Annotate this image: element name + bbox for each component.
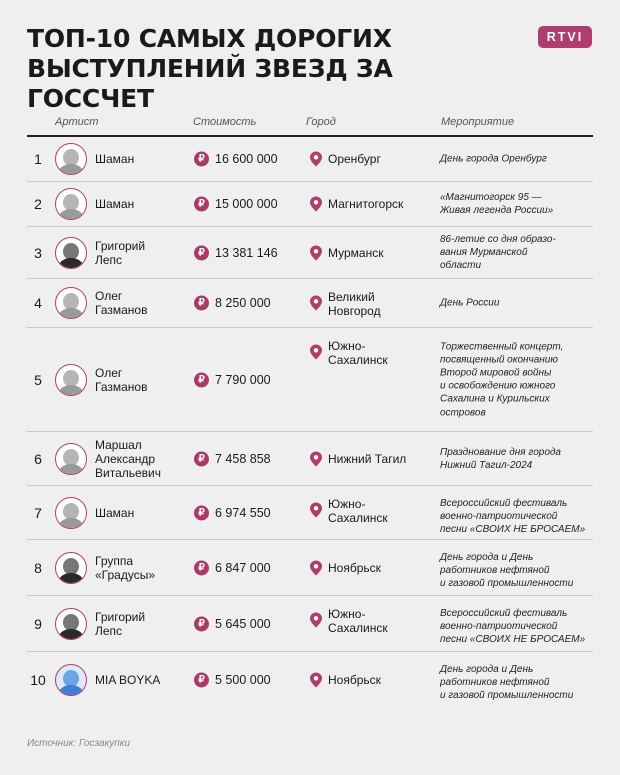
column-header-city: Город [306, 116, 336, 128]
event-description: День города Оренбург [440, 153, 547, 165]
artist-name: Шаман [95, 197, 135, 211]
cost-value: 13 381 146 [215, 245, 278, 260]
event-description: Всероссийский фестиваль военно-патриотической песни «СВОИХ НЕ БРОСАЕМ» [440, 608, 586, 646]
title-line-2: ВЫСТУПЛЕНИЙ ЗВЕЗД ЗА ГОССЧЕТ [27, 54, 393, 113]
table-row [27, 596, 593, 652]
rank-number: 3 [34, 244, 42, 261]
artist-avatar [55, 552, 87, 584]
map-pin-icon [309, 245, 323, 261]
ruble-icon: ₽ [194, 451, 209, 466]
city-name: Южно- Сахалинск [328, 497, 388, 525]
ruble-icon: ₽ [194, 197, 209, 212]
artist-avatar [55, 608, 87, 640]
artist-name: Маршал Александр Витальевич [95, 437, 161, 480]
cost-value: 15 000 000 [215, 197, 278, 211]
city-name: Ноябрьск [328, 560, 381, 575]
city-name: Южно- Сахалинск [328, 607, 388, 635]
column-header-event: Мероприятие [441, 116, 515, 128]
ruble-icon: ₽ [194, 152, 209, 167]
map-pin-icon [309, 672, 323, 688]
city-name: Великий Новгород [328, 290, 381, 318]
ruble-icon: ₽ [194, 296, 209, 311]
ruble-icon: ₽ [194, 560, 209, 575]
table-row [27, 652, 593, 708]
map-pin-icon [309, 196, 323, 212]
column-header-cost: Стоимость [193, 116, 257, 128]
rank-number: 6 [34, 450, 42, 467]
rank-number: 5 [34, 371, 42, 388]
artist-avatar [55, 143, 87, 175]
table-row [27, 279, 593, 328]
rank-number: 7 [34, 504, 42, 521]
artist-name: Группа «Градусы» [95, 553, 156, 582]
artist-avatar [55, 497, 87, 529]
map-pin-icon [309, 451, 323, 467]
ruble-icon: ₽ [194, 616, 209, 631]
artist-name: Олег Газманов [95, 365, 148, 394]
city-name: Нижний Тагил [328, 451, 407, 466]
map-pin-icon [309, 502, 323, 518]
table-row [27, 540, 593, 596]
rank-number: 2 [34, 196, 42, 212]
table-row [27, 328, 593, 432]
artist-avatar [55, 188, 87, 220]
city-name: Ноябрьск [328, 673, 381, 687]
source-note: Источник: Госзакупки [27, 738, 131, 749]
map-pin-icon [309, 612, 323, 628]
city-name: Оренбург [328, 152, 381, 166]
event-description: 86-летие со дня образо- вания Мурманской области [440, 233, 556, 272]
city-name: Мурманск [328, 245, 384, 260]
artist-avatar [55, 443, 87, 475]
artist-avatar [55, 664, 87, 696]
city-name: Южно- Сахалинск [328, 339, 388, 367]
event-description: Торжественный концерт, посвященный окончанию Второй мировой войны и освобождению южного Сахалина и Курильских островов [440, 340, 564, 418]
event-description: Всероссийский фестиваль военно-патриотической песни «СВОИХ НЕ БРОСАЕМ» [440, 498, 586, 536]
ruble-icon: ₽ [194, 372, 209, 387]
artist-avatar [55, 287, 87, 319]
cost-value: 5 500 000 [215, 673, 271, 687]
artist-avatar [55, 364, 87, 396]
ruble-icon: ₽ [194, 245, 209, 260]
event-description: Празднование дня города Нижний Тагил-2024 [440, 446, 561, 471]
table-row [27, 227, 593, 279]
city-name: Магнитогорск [328, 197, 404, 211]
ranking-table [27, 137, 593, 708]
artist-name: Олег Газманов [95, 289, 148, 317]
cost-value: 16 600 000 [215, 152, 278, 166]
rank-number: 1 [34, 151, 42, 167]
rank-number: 4 [34, 295, 42, 311]
table-row [27, 486, 593, 540]
cost-value: 7 790 000 [215, 372, 271, 387]
rank-number: 10 [30, 672, 46, 688]
ruble-icon: ₽ [194, 505, 209, 520]
map-pin-icon [309, 560, 323, 576]
event-description: День России [440, 297, 500, 309]
artist-name: Григорий Лепс [95, 609, 146, 638]
cost-value: 6 847 000 [215, 560, 271, 575]
map-pin-icon [309, 295, 323, 311]
map-pin-icon [309, 344, 323, 360]
artist-name: Шаман [95, 152, 135, 166]
artist-name: Шаман [95, 505, 135, 520]
cost-value: 8 250 000 [215, 296, 271, 310]
table-row [27, 432, 593, 486]
event-description: День города и День работников нефтяной и газовой промышленности [440, 664, 574, 702]
table-row [27, 182, 593, 227]
event-description: День города и День работников нефтяной и газовой промышленности [440, 552, 574, 590]
ruble-icon: ₽ [194, 673, 209, 688]
title-line-1: ТОП-10 САМЫХ ДОРОГИХ [27, 24, 392, 53]
cost-value: 5 645 000 [215, 616, 271, 631]
artist-name: MIA BOYKA [95, 673, 161, 687]
rank-number: 8 [34, 559, 42, 576]
page-title [27, 24, 527, 114]
cost-value: 7 458 858 [215, 451, 271, 466]
map-pin-icon [309, 151, 323, 167]
artist-name: Григорий Лепс [95, 238, 146, 267]
rtvi-logo: RTVI [538, 26, 592, 48]
column-header-artist: Артист [55, 116, 99, 128]
table-row [27, 137, 593, 182]
rank-number: 9 [34, 615, 42, 632]
cost-value: 6 974 550 [215, 505, 271, 520]
artist-avatar [55, 237, 87, 269]
event-description: «Магнитогорск 95 — Живая легенда России» [440, 191, 554, 216]
